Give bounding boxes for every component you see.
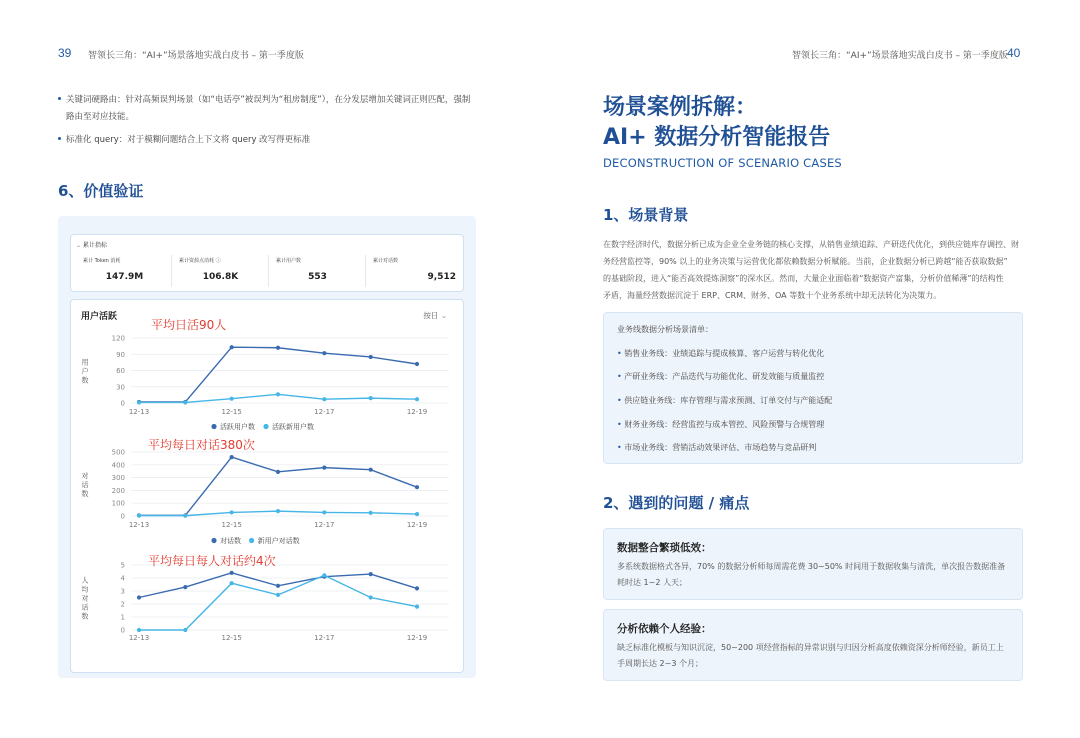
x-tick-label: 12-17 (314, 634, 335, 642)
y-tick-label: 0 (120, 399, 125, 408)
metric-value: 147.9M (105, 272, 144, 282)
paragraph-line: 的基础阶段，进入“能否高效提炼洞察”的深水区。然而，大量企业面临着“数据资产富集，分析价值稀薄”的结构性 (603, 274, 1004, 283)
pain-point-text: 缺乏标准化模板与知识沉淀，50~200 项经营指标的异常识别与归因分析高度依赖资深分析师经验，新员工上 手周期长达 2~3 个月； (617, 643, 1004, 668)
data-point (415, 586, 419, 590)
data-point (369, 396, 373, 400)
data-point (230, 571, 234, 575)
scenario-list-item: • 财务业务线：经营监控与成本管控、风险预警与合规管理 (617, 420, 825, 429)
data-point (415, 397, 419, 401)
case-title-line1: 场景案例拆解： (603, 95, 758, 120)
data-point (183, 628, 187, 632)
data-point (230, 397, 234, 401)
y-axis-label-char: 户 (81, 367, 89, 376)
data-point (415, 362, 419, 366)
bullet-list (58, 92, 488, 149)
bullet-item: 标准化 query：对于模糊问题结合上下文将 query 改写得更标准 (58, 132, 488, 149)
pain-point-card (603, 528, 1023, 600)
data-point (415, 605, 419, 609)
y-axis-label-char: 话 (81, 603, 89, 612)
pain-point-title: 数据整合繁琐低效： (617, 542, 712, 554)
annotation-per-user: 平均每日每人对话约4次 (148, 554, 276, 568)
bullet-item: 关键词硬路由：针对高频误判场景（如“电话亭”被误判为“租房制度”），在分发层增加关键词正则匹配，强制 (58, 92, 488, 109)
y-tick-label: 30 (116, 383, 125, 392)
y-tick-label: 2 (120, 600, 125, 609)
data-point (322, 351, 326, 355)
metric-token (83, 257, 166, 285)
data-point (276, 509, 280, 513)
data-point (322, 573, 326, 577)
data-point (276, 392, 280, 396)
y-axis-label-char: 话 (81, 481, 89, 489)
section-title-background: 1、场景背景 (603, 206, 689, 224)
pain-point-title: 分析依赖个人经验： (617, 623, 712, 635)
background-paragraph (603, 236, 1033, 304)
data-point (183, 400, 187, 404)
data-point (230, 510, 234, 514)
data-point (322, 397, 326, 401)
x-tick-label: 12-15 (221, 521, 242, 529)
chevron-down-icon[interactable]: ⌄ (76, 242, 82, 249)
x-tick-label: 12-17 (314, 521, 335, 529)
data-point (369, 468, 373, 472)
data-point (183, 585, 187, 589)
y-tick-label: 400 (111, 461, 125, 470)
legend-label: 对话数 (220, 537, 241, 545)
metric-dialogs (373, 257, 456, 285)
y-axis-label-char: 均 (81, 585, 89, 594)
y-axis-label-char: 数 (81, 376, 89, 385)
data-point (369, 511, 373, 515)
page-number-right: 40 (1007, 46, 1021, 60)
x-tick-label: 12-17 (314, 408, 335, 416)
y-tick-label: 0 (120, 626, 125, 635)
metric-label: 累计 Token 消耗 (83, 258, 121, 264)
section-title-pain-points: 2、遇到的问题 / 痛点 (603, 494, 750, 512)
y-tick-label: 0 (120, 512, 125, 521)
paragraph-line: 矛盾，海量经营数据沉淀于 ERP、CRM、财务、OA 等数十个业务系统中却无法转化为决策力。 (603, 291, 942, 300)
pain-point-text: 多系统数据格式各异，70% 的数据分析师每周需花费 30~50% 时间用于数据收集与清洗，单次报告数据准备 耗时达 1~2 人天； (617, 562, 1006, 587)
metric-value: 106.8K (202, 272, 239, 282)
scenario-list-item: • 供应链业务线：库存管理与需求预测、订单交付与产能适配 (617, 396, 833, 405)
x-tick-label: 12-15 (221, 408, 242, 416)
annotation-dialogs: 平均每日对话380次 (148, 438, 255, 452)
running-header-right: 智领长三角：“AI+”场景落地实战白皮书 – 第一季度版 (792, 51, 1008, 61)
y-tick-label: 120 (111, 334, 125, 343)
y-axis-label-char: 用 (81, 358, 89, 367)
series-line (139, 575, 417, 630)
data-point (137, 400, 141, 404)
english-subtitle: DECONSTRUCTION OF SCENARIO CASES (603, 156, 842, 170)
legend-label: 新用户对话数 (257, 537, 300, 545)
chart-card-title: 用户活跃 (81, 312, 118, 322)
annotation-dau: 平均日活90人 (151, 318, 227, 332)
x-tick-label: 12-13 (128, 521, 150, 529)
chevron-down-icon: ⌄ (440, 311, 447, 320)
section-title-value: 6、价值验证 (58, 182, 144, 200)
dashboard-screenshot (58, 216, 476, 678)
metric-label: 累计资源点消耗 ⓘ (179, 258, 221, 264)
y-tick-label: 3 (120, 587, 125, 596)
data-point (369, 595, 373, 599)
y-axis-label-char: 数 (81, 490, 89, 498)
scenario-list-box (603, 312, 1023, 464)
case-title-line2: AI+ 数据分析智能报告 (603, 125, 831, 150)
data-point (230, 581, 234, 585)
bullet-item-continuation: 路由至对应技能。 (66, 112, 135, 122)
y-axis-label-char: 对 (81, 594, 89, 603)
y-tick-label: 60 (116, 367, 125, 375)
data-point (369, 355, 373, 359)
y-tick-label: 5 (120, 561, 125, 570)
metric-value: 553 (308, 272, 327, 282)
x-tick-label: 12-13 (128, 408, 150, 416)
y-axis-label-char: 对 (81, 472, 89, 480)
data-point (276, 470, 280, 474)
data-point (230, 455, 234, 459)
legend-marker (211, 424, 216, 429)
y-tick-label: 300 (111, 474, 125, 483)
x-tick-label: 12-19 (406, 408, 428, 416)
data-point (137, 595, 141, 599)
scenario-list-title: 业务线数据分析场景清单： (617, 325, 713, 334)
scenario-list-item: • 产研业务线：产品迭代与功能优化、研发效能与质量监控 (617, 372, 825, 381)
user-activity-card (70, 299, 464, 673)
legend-label: 活跃用户数 (220, 423, 255, 431)
data-point (322, 466, 326, 470)
y-tick-label: 100 (111, 499, 125, 508)
y-axis-label-char: 数 (81, 612, 89, 621)
metric-label: 累计用户数 (276, 258, 302, 264)
y-tick-label: 500 (111, 448, 125, 457)
metrics-card-header (76, 240, 107, 249)
y-tick-label: 90 (116, 350, 125, 359)
y-tick-label: 1 (120, 613, 125, 622)
data-point (276, 584, 280, 588)
legend-marker (263, 424, 268, 429)
x-tick-label: 12-13 (128, 634, 150, 642)
data-point (230, 345, 234, 349)
x-tick-label: 12-19 (406, 521, 428, 529)
metric-label: 累计对话数 (373, 258, 399, 264)
y-axis-label-char: 人 (81, 576, 89, 585)
metric-users (276, 257, 359, 285)
data-point (276, 593, 280, 597)
data-point (369, 572, 373, 576)
data-point (137, 628, 141, 632)
y-tick-label: 4 (120, 574, 125, 583)
data-point (183, 514, 187, 518)
data-point (137, 514, 141, 518)
charts-svg (71, 300, 463, 672)
paragraph-line: 在数字经济时代，数据分析已成为企业全业务链的核心支撑，从销售业绩追踪、产研迭代优化，到供应链库存调控、财 (603, 240, 1019, 249)
metrics-panel-title: 累计指标 (82, 242, 107, 249)
x-tick-label: 12-15 (221, 634, 242, 642)
metric-value: 9,512 (427, 272, 456, 282)
page-number-left: 39 (58, 46, 72, 60)
data-point (415, 485, 419, 489)
legend-label: 活跃新用户数 (272, 423, 314, 431)
scenario-list-item: • 市场业务线：营销活动效果评估、市场趋势与竞品研判 (617, 443, 817, 452)
data-point (276, 346, 280, 350)
metric-resource (179, 257, 262, 285)
legend-marker (211, 538, 216, 543)
data-point (322, 510, 326, 514)
paragraph-line: 务经营监控等，90% 以上的业务决策与运营优化都依赖数据分析赋能。当前，企业数据分析已跨越“能否获取数据” (603, 257, 1008, 266)
running-header-left: 智领长三角：“AI+”场景落地实战白皮书 – 第一季度版 (88, 51, 304, 61)
series-line (139, 457, 417, 515)
scenario-list-item: • 销售业务线：业绩追踪与提成核算、客户运营与转化优化 (617, 349, 825, 358)
granularity-dropdown[interactable]: 按日 ⌄ (423, 311, 447, 320)
y-tick-label: 200 (111, 486, 125, 495)
case-title (603, 93, 830, 153)
legend-marker (249, 538, 254, 543)
x-tick-label: 12-19 (406, 634, 428, 642)
data-point (415, 512, 419, 516)
metrics-card (70, 234, 464, 292)
pain-point-card (603, 609, 1023, 681)
